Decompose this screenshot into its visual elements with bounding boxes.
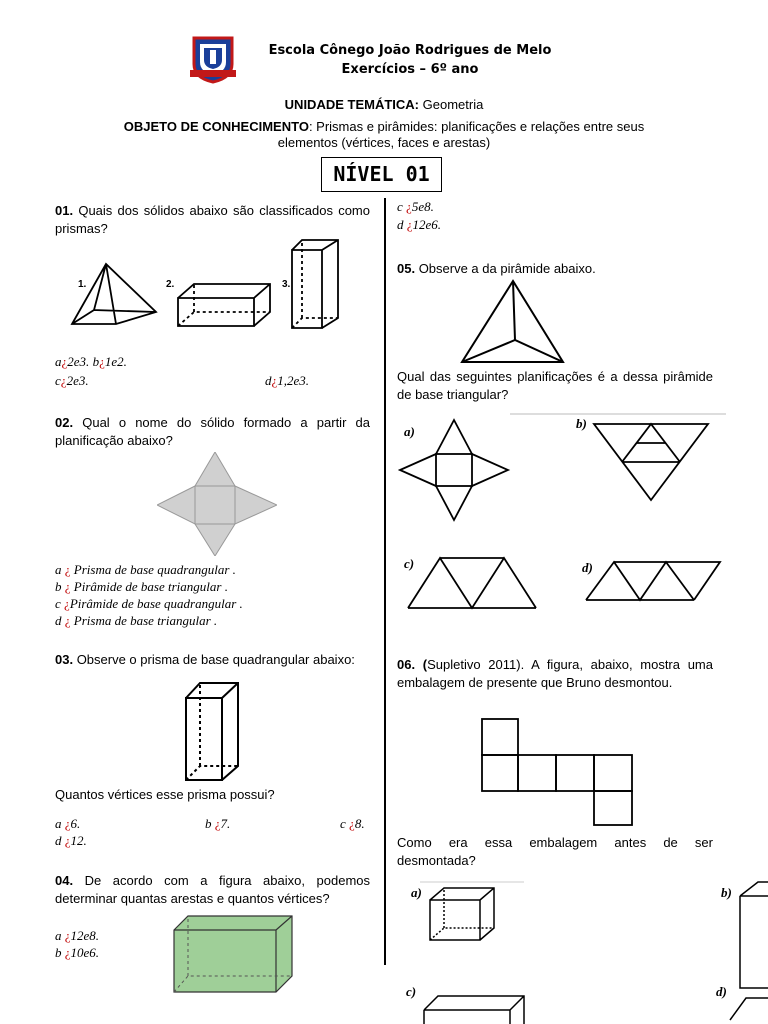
q01-label-3: 3.	[282, 279, 291, 290]
q02-option-b-row: b ¿ Pirâmide de base triangular .	[55, 579, 228, 594]
q04-option-a: 12e8.	[70, 928, 100, 943]
q03-question: Quantos vértices esse prisma possui?	[55, 787, 275, 802]
inv-mark: ¿	[60, 373, 67, 388]
school-name: Escola Cônego João Rodrigues de Melo	[268, 43, 552, 58]
inv-mark: ¿	[64, 613, 71, 628]
q01-b-letter: b	[92, 354, 100, 369]
q02-statement: Qual o nome do sólido formado a partir da planificação abaixo?	[55, 415, 370, 448]
q06-label-d: d)	[716, 984, 727, 999]
q01-label-1: 1.	[78, 279, 87, 290]
q01-label-2: 2.	[166, 279, 175, 290]
q06-number: 06.	[397, 657, 416, 672]
q01-option-a: 2e3.	[67, 354, 90, 369]
q04-text	[55, 872, 370, 908]
q06-options-figure	[400, 880, 768, 1024]
q04-option-a-row: a ¿12e8.	[55, 928, 100, 943]
q04-green-prism	[166, 914, 294, 994]
q05-question: Qual das seguintes planificações é a dessa pirâmide de base triangular?	[397, 369, 713, 402]
level-box	[321, 157, 442, 192]
q01-option-b: 1e2.	[104, 354, 127, 369]
q04-option-b-row: b ¿10e6.	[55, 945, 100, 960]
q01-option-d-row	[265, 372, 309, 389]
q01-option-c-row	[55, 372, 89, 389]
q04-option-c-row: c ¿5e8.	[397, 199, 434, 214]
q06-statement: Supletivo 2011). A figura, abaixo, mostra uma embalagem de presente que Bruno desmontou.	[397, 657, 713, 690]
inv-mark: ¿	[64, 579, 71, 594]
q05-label-a: a)	[404, 424, 415, 439]
q05-label-c: c)	[404, 556, 415, 571]
q04-option-b: 10e6.	[70, 945, 100, 960]
object-line-2: elementos (vértices, faces e arestas)	[277, 135, 491, 150]
inv-mark: ¿	[64, 928, 71, 943]
q06-paren: (	[415, 657, 428, 672]
q06-label-a: a)	[411, 885, 422, 900]
q06-label-b: b)	[721, 885, 732, 900]
q03-option-d-row: d ¿12.	[55, 833, 87, 848]
inv-mark: ¿	[64, 562, 71, 577]
q04-statement: De acordo com a figura abaixo, podemos determinar quantas arestas e quantos vértices?	[55, 873, 370, 906]
q02-option-d: Prisma de base triangular .	[73, 613, 218, 628]
unit-value: Geometria	[422, 97, 484, 112]
q01-option-ab	[55, 353, 127, 370]
q06-label-c: c)	[406, 984, 417, 999]
inv-mark: ¿	[64, 945, 71, 960]
inv-mark: ¿	[406, 217, 413, 232]
q01-a-letter: a	[55, 354, 62, 369]
q04-option-d: 12e6.	[412, 217, 442, 232]
q02-option-c-row: c ¿Pirâmide de base quadrangular .	[55, 596, 243, 611]
q02-option-a-row: a ¿ Prisma de base quadrangular .	[55, 562, 236, 577]
q01-solids-figure	[64, 232, 364, 332]
q02-number: 02.	[55, 415, 74, 430]
q05-label-d: d)	[582, 560, 593, 575]
q02-option-d-row: d ¿ Prisma de base triangular .	[55, 613, 218, 628]
q05-number: 05.	[397, 261, 416, 276]
q02-text	[55, 414, 370, 450]
q01-number: 01.	[55, 203, 74, 218]
q06-net-figure	[480, 717, 634, 827]
q04-option-d-row: d ¿12e6.	[397, 217, 442, 232]
q05-statement: Observe a da pirâmide abaixo.	[415, 261, 596, 276]
q02-net-figure	[157, 452, 277, 556]
q06-question: Como era essa embalagem antes de ser desmontada?	[397, 835, 713, 868]
q05-options-figure	[398, 410, 728, 615]
q03-option-c-row: c ¿8.	[340, 816, 365, 831]
inv-mark: ¿	[406, 199, 412, 214]
inv-mark: ¿	[271, 373, 278, 388]
q03-statement: Observe o prisma de base quadrangular abaixo:	[73, 652, 355, 667]
column-divider	[384, 198, 386, 965]
q04-number: 04.	[55, 873, 74, 888]
q01-option-c: 2e3.	[66, 373, 89, 388]
q03-option-d: 12.	[70, 833, 87, 848]
inv-mark: ¿	[64, 816, 71, 831]
q02-option-a: Prisma de base quadrangular .	[73, 562, 236, 577]
inv-mark: ¿	[64, 596, 70, 611]
q03-option-c: 8.	[354, 816, 365, 831]
q03-number: 03.	[55, 652, 74, 667]
q05-pyramid-figure	[459, 278, 567, 366]
q01-statement: Quais dos sólidos abaixo são classificados como prismas?	[55, 203, 370, 236]
inv-mark: ¿	[99, 354, 105, 369]
unit-line	[0, 97, 768, 112]
unit-label: UNIDADE TEMÁTICA:	[284, 97, 419, 112]
q02-options	[55, 561, 243, 629]
q04-option-c: 5e8.	[411, 199, 434, 214]
q02-option-b: Pirâmide de base triangular .	[73, 579, 228, 594]
q01-option-d: 1,2e3.	[277, 373, 310, 388]
inv-mark: ¿	[349, 816, 355, 831]
inv-mark: ¿	[214, 816, 221, 831]
q05-text	[397, 260, 713, 278]
object-label: OBJETO DE CONHECIMENTO	[123, 119, 309, 134]
q03-prism-figure	[180, 680, 242, 784]
inv-mark: ¿	[64, 833, 71, 848]
q03-option-a: 6.	[70, 816, 81, 831]
q01-d-letter: d	[265, 373, 272, 388]
q03-option-a-row: a ¿6.	[55, 816, 81, 831]
q01-c-letter: c	[55, 373, 61, 388]
header-subtitle: Exercícios – 6º ano	[341, 62, 479, 77]
q02-option-c: Pirâmide de base quadrangular .	[69, 596, 243, 611]
q03-option-b: 7.	[220, 816, 231, 831]
object-line-1	[0, 119, 768, 134]
inv-mark: ¿	[61, 354, 68, 369]
q03-text	[55, 651, 370, 669]
object-value-1: : Prismas e pirâmides: planificações e relações entre seus	[308, 119, 645, 134]
q06-text	[397, 656, 713, 692]
q03-option-b-row: b ¿7.	[205, 816, 231, 831]
q05-label-b: b)	[576, 416, 587, 431]
level-title: NÍVEL 01	[333, 162, 430, 186]
